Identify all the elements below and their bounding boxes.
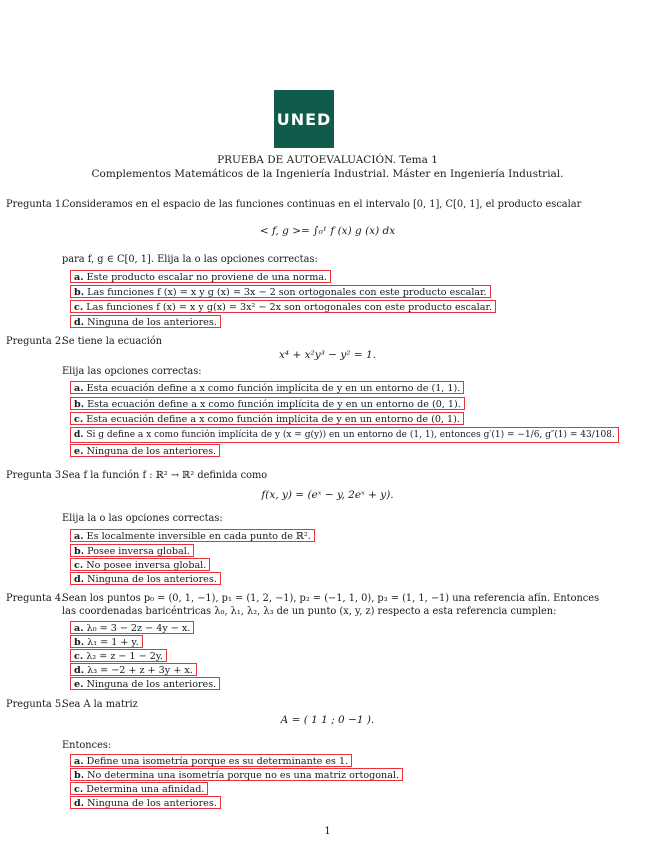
option-text: Ninguna de los anteriores. bbox=[86, 679, 217, 690]
option-text: Ninguna de los anteriores. bbox=[87, 798, 217, 809]
answer-option[interactable] bbox=[70, 300, 496, 313]
option-text: No posee inversa global. bbox=[86, 560, 207, 571]
option-letter: c. bbox=[74, 651, 84, 662]
question-equation: f(x, y) = (eˣ − y, 2eˣ + y). bbox=[261, 489, 394, 501]
option-text: Posee inversa global. bbox=[87, 546, 190, 557]
option-letter: a. bbox=[74, 272, 84, 283]
option-text: Las funciones f (x) = x y g (x) = 3x − 2 son ortogonales con este producto escalar. bbox=[87, 287, 487, 298]
question-text: Consideramos en el espacio de las funciones continuas en el intervalo [0, 1], C[0, 1], el producto escalar bbox=[62, 199, 582, 210]
option-text: λ₁ = 1 + y. bbox=[87, 637, 139, 648]
option-letter: a. bbox=[74, 531, 84, 542]
question-text: Elija las opciones correctas: bbox=[62, 366, 202, 377]
answer-option[interactable] bbox=[70, 544, 194, 557]
question-text: las coordenadas baricéntricas λ₀, λ₁, λ₂, λ₃ de un punto (x, y, z) respecto a esta referencia cumplen: bbox=[62, 606, 557, 617]
document-subtitle: Complementos Matemáticos de la Ingeniería Industrial. Máster en Ingeniería Industrial. bbox=[91, 168, 564, 180]
answer-option[interactable] bbox=[70, 270, 331, 283]
option-letter: d. bbox=[74, 574, 85, 585]
option-letter: e. bbox=[74, 446, 84, 457]
page-number: 1 bbox=[324, 826, 331, 837]
answer-option[interactable] bbox=[70, 768, 403, 781]
question-equation: < f, g >= ∫₀¹ f (x) g (x) dx bbox=[259, 225, 396, 237]
question-equation: A = ( 1 1 ; 0 −1 ). bbox=[280, 714, 375, 726]
answer-option[interactable] bbox=[70, 529, 315, 542]
answer-option[interactable] bbox=[70, 663, 197, 676]
question-label: Pregunta 4. bbox=[6, 593, 65, 604]
question-equation: x⁴ + x²y³ − y² = 1. bbox=[279, 349, 376, 361]
answer-option[interactable] bbox=[70, 677, 220, 690]
answer-option[interactable] bbox=[70, 635, 143, 648]
answer-option[interactable] bbox=[70, 649, 167, 662]
question-label: Pregunta 5. bbox=[6, 699, 65, 710]
option-text: λ₂ = z − 1 − 2y. bbox=[86, 651, 164, 662]
option-letter: d. bbox=[74, 798, 85, 809]
option-letter: b. bbox=[74, 399, 85, 410]
question-text: Sea A la matriz bbox=[62, 699, 138, 710]
answer-option[interactable] bbox=[70, 285, 491, 298]
option-letter: e. bbox=[74, 679, 84, 690]
answer-option[interactable] bbox=[70, 427, 619, 443]
option-text: Ninguna de los anteriores. bbox=[87, 574, 217, 585]
option-letter: c. bbox=[74, 784, 84, 795]
answer-option[interactable] bbox=[70, 315, 221, 328]
answer-option[interactable] bbox=[70, 381, 464, 394]
option-text: Define una isometría porque es su determinante es 1. bbox=[86, 756, 349, 767]
question-text: para f, g ∈ C[0, 1]. Elija la o las opciones correctas: bbox=[62, 254, 318, 265]
option-letter: d. bbox=[74, 430, 84, 440]
option-letter: b. bbox=[74, 770, 85, 781]
option-letter: c. bbox=[74, 414, 84, 425]
option-letter: b. bbox=[74, 287, 85, 298]
answer-option[interactable] bbox=[70, 796, 221, 809]
answer-option[interactable] bbox=[70, 558, 210, 571]
option-letter: b. bbox=[74, 637, 85, 648]
question-label: Pregunta 1. bbox=[6, 199, 65, 210]
question-text: Entonces: bbox=[62, 740, 112, 751]
option-text: Determina una afinidad. bbox=[86, 784, 205, 795]
option-text: λ₃ = −2 + z + 3y + x. bbox=[87, 665, 193, 676]
option-text: Este producto escalar no proviene de una norma. bbox=[86, 272, 328, 283]
question-text: Elija la o las opciones correctas: bbox=[62, 513, 223, 524]
option-letter: a. bbox=[74, 756, 84, 767]
question-text: Sea f la función f : ℝ² → ℝ² definida como bbox=[62, 470, 268, 481]
option-letter: a. bbox=[74, 383, 84, 394]
question-text: Se tiene la ecuación bbox=[62, 336, 163, 347]
option-text: Esta ecuación define a x como función implícita de y en un entorno de (0, 1). bbox=[87, 399, 461, 410]
option-text: Ninguna de los anteriores. bbox=[86, 446, 217, 457]
answer-option[interactable] bbox=[70, 412, 464, 425]
option-letter: a. bbox=[74, 623, 84, 634]
option-text: Si g define a x como función implícita de y (x = g(y)) en un entorno de (1, 1), entonces g′(1) = −1/6, g″(1) = 43/108. bbox=[86, 430, 615, 440]
option-text: Ninguna de los anteriores. bbox=[87, 317, 217, 328]
option-text: No determina una isometría porque no es una matriz ortogonal. bbox=[87, 770, 400, 781]
option-letter: c. bbox=[74, 560, 84, 571]
question-label: Pregunta 3. bbox=[6, 470, 65, 481]
answer-option[interactable] bbox=[70, 782, 208, 795]
option-letter: d. bbox=[74, 665, 85, 676]
option-letter: d. bbox=[74, 317, 85, 328]
question-text: Sean los puntos p₀ = (0, 1, −1), p₁ = (1, 2, −1), p₂ = (−1, 1, 0), p₃ = (1, 1, −1) una referencia afín. Entonces bbox=[62, 593, 600, 604]
option-text: λ₀ = 3 − 2z − 4y − x. bbox=[86, 623, 191, 634]
option-text: Esta ecuación define a x como función implícita de y en un entorno de (0, 1). bbox=[86, 414, 460, 425]
option-text: Las funciones f (x) = x y g(x) = 3x² − 2x son ortogonales con este producto escalar. bbox=[86, 302, 493, 313]
option-text: Es localmente inversible en cada punto de ℝ². bbox=[86, 531, 311, 542]
answer-option[interactable] bbox=[70, 397, 465, 410]
answer-option[interactable] bbox=[70, 754, 352, 767]
option-letter: b. bbox=[74, 546, 85, 557]
answer-option[interactable] bbox=[70, 444, 220, 457]
question-label: Pregunta 2. bbox=[6, 336, 65, 347]
document-title: PRUEBA DE AUTOEVALUACIÓN. Tema 1 bbox=[217, 154, 438, 166]
answer-option[interactable] bbox=[70, 621, 194, 634]
answer-option[interactable] bbox=[70, 572, 221, 585]
option-letter: c. bbox=[74, 302, 84, 313]
option-text: Esta ecuación define a x como función implícita de y en un entorno de (1, 1). bbox=[86, 383, 461, 394]
uned-logo: UNED bbox=[274, 90, 334, 148]
